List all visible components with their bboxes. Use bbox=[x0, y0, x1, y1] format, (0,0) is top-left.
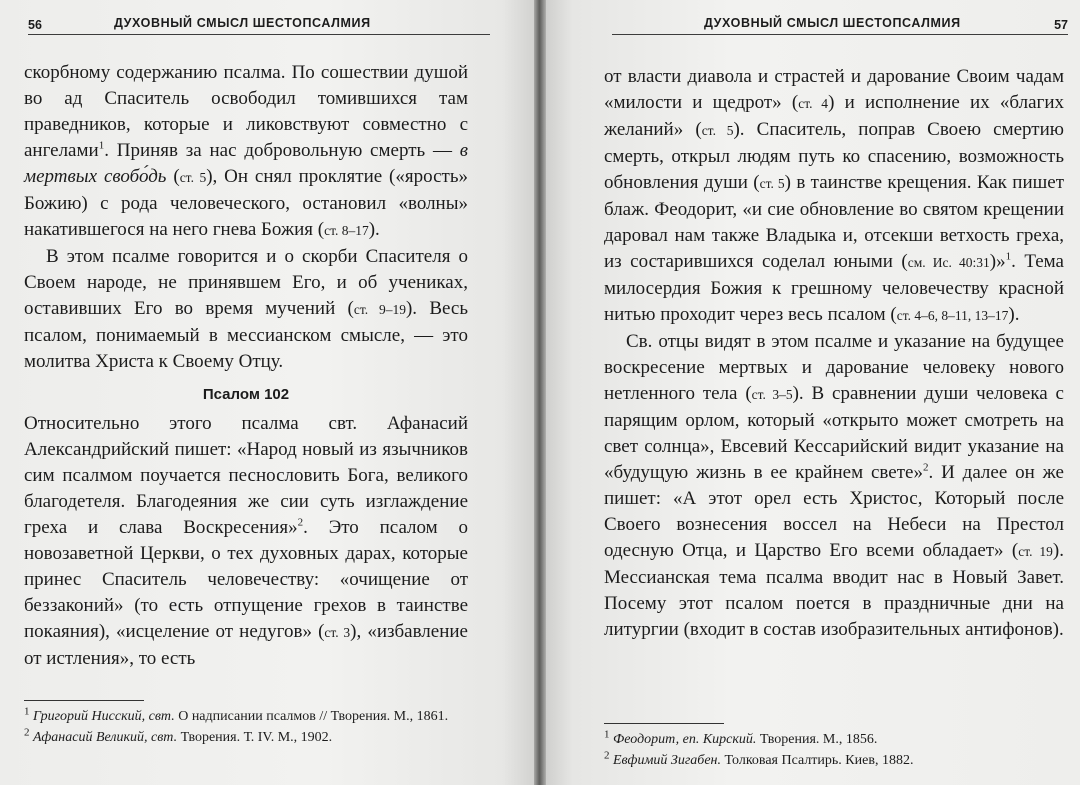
paragraph: от власти диавола и страстей и дарование Своим чадам «милости и щедрот» (ст. 4) и исполнение их «благих желаний» (ст. 5). Спаситель, поправ Своею смертию смерть, открыл людям путь ко спасению, возможность обновления души (ст. 5) в таинстве крещения. Как пишет блаж. Феодорит, «и сие обновление во святом крещении даровал нам также Владыка и, отсекши ветхость греха, из состарившихся соделал юными (см. Ис. 40:31)»$^1$. Тема милосердия Божия к грешному человечеству красной нитью проходит через весь псалом (ст. 4–6, 8–11, 13–17). bbox=[604, 66, 1065, 325]
footnote-ref[interactable]: 2 bbox=[922, 461, 929, 474]
page-number: 56 bbox=[28, 18, 42, 32]
paragraph: скорбному содержанию псалма. По сошествии душой во ад Спаситель освободил томившихся там праведников, которые и ликовствуют совместно с ангелами$^1$. Приняв за нас добровольную смерть — в мертвых свобо́дь (ст. 5), Он снял проклятие («ярость» Божию) с рода человеческого, остановил «волны» накатившегося на него гнева Божия (ст. 8–17). bbox=[24, 62, 468, 240]
left-page bbox=[0, 0, 534, 785]
footnotes bbox=[604, 730, 1064, 772]
book-gutter bbox=[534, 0, 546, 785]
footnotes bbox=[24, 707, 474, 749]
footnote-ref[interactable]: 2 bbox=[297, 516, 304, 529]
page-number: 57 bbox=[1054, 18, 1068, 32]
right-page-header bbox=[612, 10, 1068, 35]
footnote-ref[interactable]: 1 bbox=[1005, 250, 1012, 263]
footnote-divider bbox=[24, 700, 144, 701]
footnote: $^2$ Афанасий Великий, свт. Творения. Т. IV. М., 1902. bbox=[24, 726, 333, 745]
footnote: $^1$ Григорий Нисский, свт. О надписании псалмов // Творения. М., 1861. bbox=[24, 705, 449, 724]
right-page bbox=[546, 0, 1080, 785]
section-heading: Псалом 102 bbox=[202, 386, 290, 403]
running-title: ДУХОВНЫЙ СМЫСЛ ШЕСТОПСАЛМИЯ bbox=[704, 16, 961, 30]
footnote: $^2$ Евфимий Зигабен. Толковая Псалтирь. Киев, 1882. bbox=[604, 749, 914, 768]
left-page-header bbox=[28, 10, 490, 35]
paragraph: В этом псалме говорится и о скорби Спасителя о Своем народе, не принявшем Его, и об учениках, оставивших Его во время мучений (ст. 9–19). Весь псалом, понимаемый в мессианском смысле, — это молитва Христа к Своему Отцу. bbox=[24, 246, 468, 372]
footnote-divider bbox=[604, 723, 724, 724]
footnote-ref[interactable]: 1 bbox=[98, 139, 105, 152]
running-title: ДУХОВНЫЙ СМЫСЛ ШЕСТОПСАЛМИЯ bbox=[114, 16, 371, 30]
paragraph: Относительно этого псалма свт. Афанасий Александрийский пишет: «Народ новый из язычников сим псалмом поучается песнословить Бога, великого благодетеля. Благодеяния же сии суть изглаждение греха и слава Воскресения»$^2$. Это псалом о новозаветной Церкви, о тех духовных дарах, которые принес Спаситель человечеству: «очищение от беззаконий» (то есть отпущение грехов в таинстве покаяния), «исцеление от недугов» (ст. 3), «избавление от истления», то есть bbox=[24, 413, 469, 669]
footnote: $^1$ Феодорит, еп. Кирский. Творения. М., 1856. bbox=[604, 728, 878, 747]
left-page-body bbox=[24, 60, 468, 672]
paragraph: Св. отцы видят в этом псалме и указание на будущее воскресение мертвых и дарование человеку нового нетленного тела (ст. 3–5). В сравнении души человека с парящим орлом, который «открыто может смотреть на свет солнца», Евсевий Кессарийский видит указание на «будущую жизнь в ее крайнем свете»$^2$. И далее он же пишет: «А этот орел есть Христос, Который после Своего вознесения воссел на Небеси на Престол одесную Отца, и Царство Его всеми обладает» (ст. 19). Мессианская тема псалма вводит нас в Новый Завет. Посему этот псалом поется в праздничные дни на литургии (входит в состав изобразительных антифонов). bbox=[604, 331, 1064, 640]
right-page-body bbox=[604, 64, 1064, 643]
